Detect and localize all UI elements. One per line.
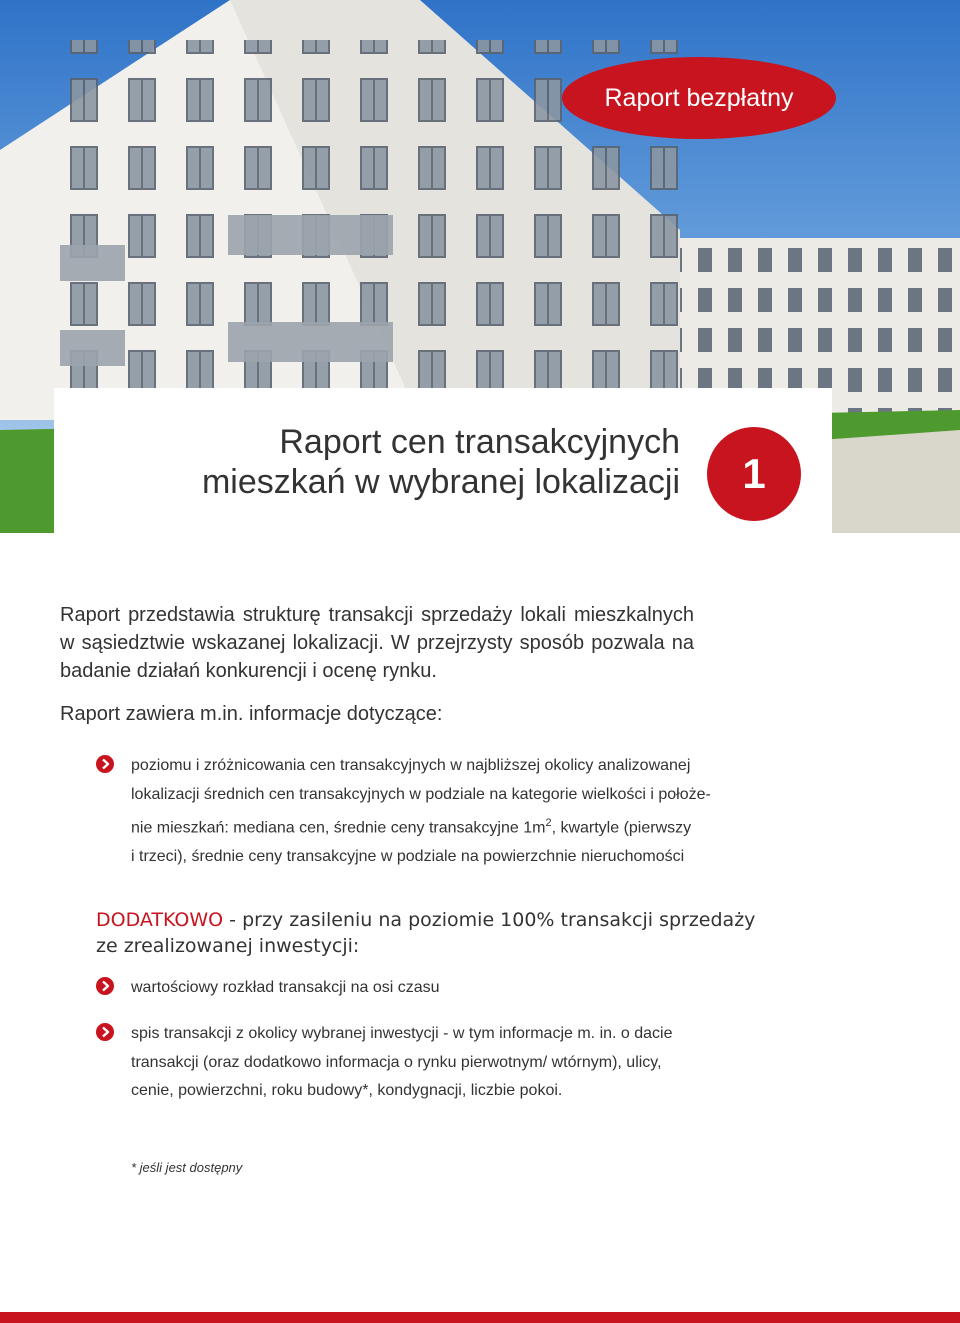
chevron-right-circle-icon: [96, 977, 114, 995]
title-line-1: Raport cen transakcyjnych: [279, 423, 680, 461]
extra-label: DODATKOWO: [96, 909, 224, 931]
intro-paragraph: Raport przedstawia strukturę transakcji sprzedaży lokali mieszkalnych w sąsiedztwie wskazanej lokalizacji. W przejrzysty sposób pozwala na badanie działań konkurencji i ocenę rynku.: [60, 604, 694, 682]
chevron-right-circle-icon: [96, 755, 114, 773]
bullet-text: spis transakcji z okolicy wybranej inwestycji - w tym informacje m. in. o dacie transakcji (oraz dodatkowo informacja o rynku pierwotnym/ wtórnym), ulicy, cenie, powierzchni, roku budowy*, kondygnacji, liczbie pokoi.: [131, 1025, 673, 1099]
title-box: [54, 388, 832, 533]
bullet-text: wartościowy rozkład transakcji na osi czasu: [131, 979, 440, 996]
extra-heading: DODATKOWO - przy zasileniu na poziomie 100% transakcji sprzedaży ze zrealizowanej inwestycji:: [96, 909, 756, 957]
bullet-text: poziomu i zróżnicowania cen transakcyjnych w najbliższej okolicy analizowanej lokalizacji średnich cen transakcyjnych w podziale na kategorie wielkości i położe- nie mieszkań: mediana cen, średnie ceny transakcyjne $1m^2$, kwartyle (pierwszy i trzeci), średnie ceny transakcyjne w podziale na powierzchnie nieruchomości: [131, 757, 711, 865]
title-line-2: mieszkań w wybranej lokalizacji: [201, 463, 680, 501]
free-report-badge: Raport bezpłatny: [562, 57, 836, 139]
contains-heading: Raport zawiera m.in. informacje dotyczące:: [60, 703, 443, 725]
bottom-accent-bar: [0, 1312, 960, 1323]
footnote: * jeśli jest dostępny: [131, 1160, 243, 1175]
chevron-right-circle-icon: [96, 1023, 114, 1041]
report-number-badge: 1: [707, 427, 801, 521]
page-title: [202, 422, 680, 502]
